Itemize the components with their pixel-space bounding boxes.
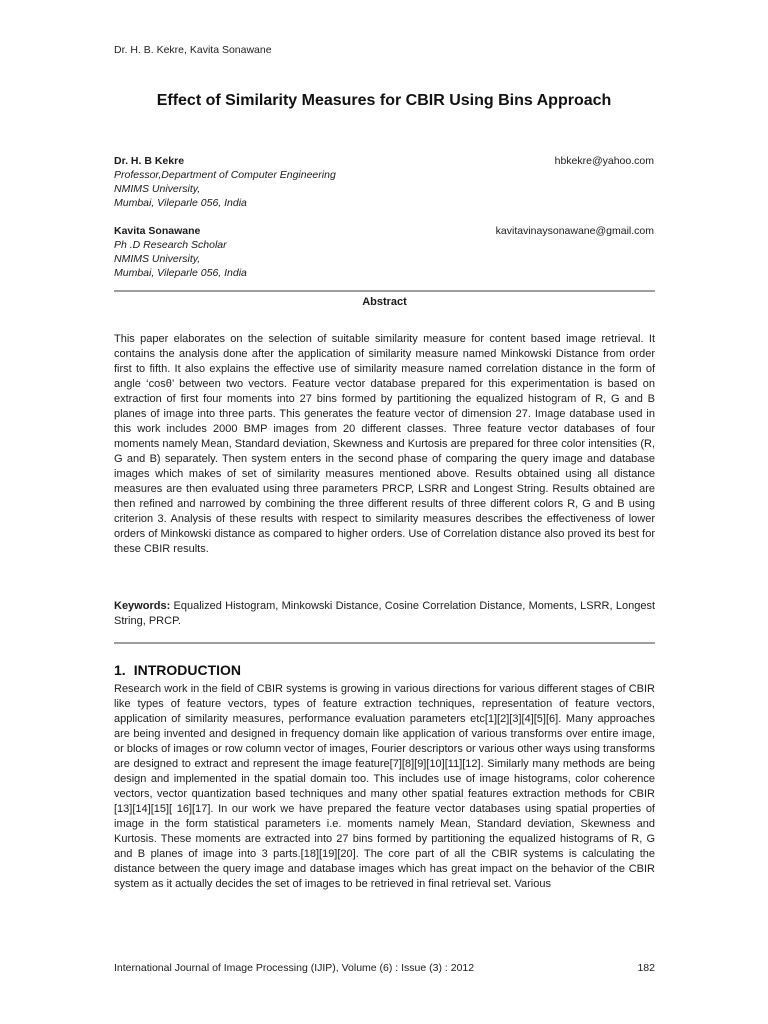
divider-rule xyxy=(114,290,655,292)
journal-citation: International Journal of Image Processing (IJIP), Volume (6) : Issue (3) : 2012 xyxy=(114,962,475,974)
author-affiliation-line: NMIMS University, xyxy=(114,183,201,195)
author-block-2 xyxy=(114,224,654,280)
author-name: Kavita Sonawane xyxy=(114,225,201,237)
author-block-1 xyxy=(114,154,654,210)
author-affiliation-line: Mumbai, Vileparle 056, India xyxy=(114,197,247,209)
author-email[interactable]: hbkekre@yahoo.com xyxy=(554,155,654,167)
author-name: Dr. H. B Kekre xyxy=(114,155,185,167)
abstract-heading: Abstract xyxy=(362,296,407,308)
author-affiliation-line: Professor,Department of Computer Engineering xyxy=(114,169,336,181)
page-footer xyxy=(114,962,655,974)
section-number: 1. xyxy=(114,662,126,678)
page-number: 182 xyxy=(637,962,655,974)
author-affiliation-line: Ph .D Research Scholar xyxy=(114,239,227,251)
keywords xyxy=(114,599,655,629)
author-affiliation-line: Mumbai, Vileparle 056, India xyxy=(114,267,247,279)
author-affiliation-line: NMIMS University, xyxy=(114,253,201,265)
author-email[interactable]: kavitavinaysonawane@gmail.com xyxy=(495,225,654,237)
section-title: INTRODUCTION xyxy=(133,662,242,678)
paper-title: Effect of Similarity Measures for CBIR Using Bins Approach xyxy=(156,92,612,109)
divider-rule xyxy=(114,642,655,644)
abstract-text: This paper elaborates on the selection of suitable similarity measure for content based image retrieval. It contains the analysis done after the application of similarity measure named Minkowski Distance from order first to fifth. It also explains the effective use of similarity measure named correlation distance in the form of angle ‘cosθ’ between two vectors. Feature vector database prepared for this experimentation is based on extraction of first four moments into 27 bins formed by partitioning the equalized histogram of R, G and B planes of image into three parts. This generates the feature vector of dimension 27. Image database used in this work includes 2000 BMP images from 20 different classes. Three feature vector databases of four moments namely Mean, Standard deviation, Skewness and Kurtosis are prepared for three color intensities (R, G and B) separately. Then system enters in the second phase of comparing the query image and database images which makes of set of similarity measures mentioned above. Results obtained using all distance measures are then evaluated using three parameters PRCP, LSRR and Longest String. Results obtained are then refined and narrowed by combining the three different results of three different colors R, G and B using criterion 3. Analysis of these results with respect to similarity measures describes the effectiveness of lower orders of Minkowski distance as compared to higher orders. Use of Correlation distance also proved its best for these CBIR results. xyxy=(114,333,655,555)
keywords-text: Equalized Histogram, Minkowski Distance, Cosine Correlation Distance, Moments, LSRR, Longest String, PRCP. xyxy=(114,600,655,627)
introduction-text: Research work in the field of CBIR systems is growing in various directions for various different stages of CBIR like types of feature vectors, types of feature extraction techniques, representation of feature vectors, application of similarity measures, performance evaluation parameters etc[1][2][3][4][5][6]. Many approaches are being invented and designed in frequency domain like application of various transforms over entire image, or blocks of images or row column vector of images, Fourier descriptors or various other ways using transforms are designed to extract and represent the image feature[7][8][9][10][11][12]. Similarly many methods are being design and implemented in the spatial domain too. This includes use of image histograms, color coherence vectors, vector quantization based techniques and many other spatial features extraction methods for CBIR [13][14][15][ 16][17]. In our work we have prepared the feature vector databases using spatial properties of image in the form statistical parameters i.e. moments namely Mean, Standard deviation, Skewness and Kurtosis. These moments are extracted into 27 bins formed by partitioning the equalized histograms of R, G and B planes of image into 3 parts.[18][19][20]. The core part of all the CBIR systems is calculating the distance between the query image and database images which has great impact on the behavior of the CBIR system as it actually decides the set of images to be retrieved in final retrieval set. Various xyxy=(114,683,655,890)
running-head: Dr. H. B. Kekre, Kavita Sonawane xyxy=(114,44,272,56)
keywords-label: Keywords: xyxy=(114,600,171,612)
section-heading-introduction xyxy=(114,662,241,678)
